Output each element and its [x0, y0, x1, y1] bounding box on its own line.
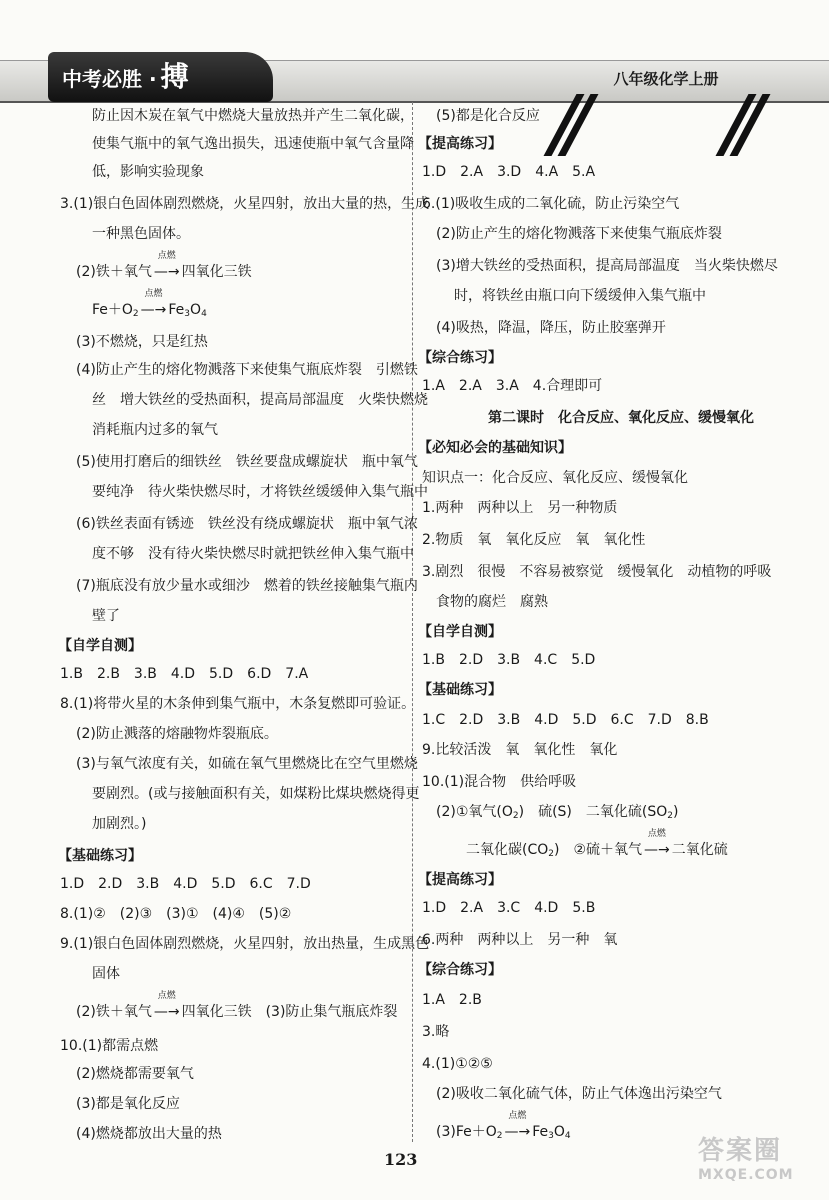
- text-line: 使集气瓶中的氧气逸出损失，迅速使瓶中氧气含量降: [92, 136, 414, 152]
- text-line: 3.略: [422, 1024, 450, 1040]
- reaction-arrow: 点燃 —→: [153, 991, 180, 1020]
- reaction-arrow: 点燃 —→: [644, 829, 670, 858]
- text-line: 10.(1)混合物 供给呼吸: [422, 774, 577, 790]
- text-line: (4)防止产生的熔化物溅落下来使集气瓶底炸裂 引燃铁: [76, 362, 418, 378]
- text-line: (7)瓶底没有放少量水或细沙 燃着的铁丝接触集气瓶内: [76, 578, 418, 594]
- text-line: 时，将铁丝由瓶口向下缓缓伸入集气瓶中: [454, 288, 706, 304]
- column-divider: [412, 102, 414, 1142]
- answer-line: 1.D 2.A 3.D 4.A 5.A: [422, 164, 596, 180]
- text-line: (2)防止溅落的熔融物炸裂瓶底。: [76, 726, 278, 742]
- answer-line: 1.A 2.B: [422, 992, 482, 1008]
- text-line: (3)不燃烧，只是红热: [76, 334, 208, 350]
- section-heading: 【综合练习】: [418, 350, 502, 366]
- text-line: (5)使用打磨后的细铁丝 铁丝要盘成螺旋状 瓶中氧气: [76, 454, 418, 470]
- section-heading: 【基础练习】: [58, 848, 142, 864]
- text-line: 4.(1)①②⑤: [422, 1056, 493, 1072]
- watermark: 答案圈 MXQE.COM: [698, 1136, 794, 1183]
- page-number: 123: [384, 1150, 418, 1169]
- text-line: 3.剧烈 很慢 不容易被察觉 缓慢氧化 动植物的呼吸: [422, 564, 772, 580]
- answer-line: 1.B 2.B 3.B 4.D 5.D 6.D 7.A: [60, 666, 309, 682]
- section-heading: 【综合练习】: [418, 962, 502, 978]
- reaction-arrow: 点燃 —→: [504, 1111, 531, 1140]
- text-line: (3)都是氧化反应: [76, 1096, 180, 1112]
- text-line: (4)吸热，降温，降压，防止胶塞弹开: [436, 320, 666, 336]
- grade-label: 八年级化学上册: [613, 70, 719, 88]
- text-line: 要纯净 待火柴快燃尽时，才将铁丝缓缓伸入集气瓶中: [92, 484, 428, 500]
- equation-line: $Fe+O_2$ 点燃 —→ $Fe_3O_4$: [92, 289, 207, 319]
- section-heading: 【提高练习】: [418, 872, 502, 888]
- answer-line: 1.B 2.D 3.B 4.C 5.D: [422, 652, 596, 668]
- answer-line: 8.(1)② (2)③ (3)① (4)④ (5)②: [60, 906, 292, 922]
- text-line: 要剧烈。(或与接触面积有关，如煤粉比煤块燃烧得更: [92, 786, 420, 802]
- text-line: 防止因木炭在氧气中燃烧大量放热并产生二氧化碳，: [92, 108, 414, 124]
- text-line: 3.(1)银白色固体剧烈燃烧，火星四射，放出大量的热，生成: [60, 196, 430, 212]
- text-line: 1.两种 两种以上 另一种物质: [422, 500, 618, 516]
- text-line: (3)与氧气浓度有关，如硫在氧气里燃烧比在空气里燃烧: [76, 756, 418, 772]
- text-line: (4)燃烧都放出大量的热: [76, 1126, 222, 1142]
- answer-line: 1.D 2.D 3.B 4.D 5.D 6.C 7.D: [60, 876, 311, 892]
- text-line: (2)吸收二氧化硫气体，防止气体逸出污染空气: [436, 1086, 722, 1102]
- text-line: 9.(1)银白色固体剧烈燃烧，火星四射，放出热量，生成黑色: [60, 936, 430, 952]
- text-line: (2)防止产生的熔化物溅落下来使集气瓶底炸裂: [436, 226, 722, 242]
- text-line: 壁了: [92, 608, 120, 624]
- text-line: 消耗瓶内过多的氧气: [92, 422, 218, 438]
- text-line: (6)铁丝表面有锈迹 铁丝没有绕成螺旋状 瓶中氧气浓: [76, 516, 418, 532]
- text-line: 食物的腐烂 腐熟: [436, 594, 548, 610]
- text-line: 2.物质 氧 氧化反应 氧 氧化性: [422, 532, 646, 548]
- text-line: 6.(1)吸收生成的二氧化硫，防止污染空气: [422, 196, 680, 212]
- equation-line: (2)①氧气$(O_2)$ 硫(S) 二氧化硫$(SO_2)$: [436, 804, 679, 821]
- equation-line: (2)铁＋氧气 点燃 —→ 四氧化三铁: [76, 251, 252, 280]
- text-line: 6.两种 两种以上 另一种 氧: [422, 932, 618, 948]
- text-line: (2)燃烧都需要氧气: [76, 1066, 194, 1082]
- section-heading: 【自学自测】: [418, 624, 502, 640]
- answer-line: 1.D 2.A 3.C 4.D 5.B: [422, 900, 596, 916]
- brand-logo: 中考必胜 · 搏: [48, 52, 273, 102]
- equation-line: (2)铁＋氧气 点燃 —→ 四氧化三铁 (3)防止集气瓶底炸裂: [76, 991, 398, 1020]
- section-heading: 【提高练习】: [418, 136, 502, 152]
- text-line: 8.(1)将带火星的木条伸到集气瓶中，木条复燃即可验证。: [60, 696, 416, 712]
- text-line: (5)都是化合反应: [436, 108, 540, 124]
- text-line: 低，影响实验现象: [92, 164, 204, 180]
- section-heading: 【自学自测】: [58, 638, 142, 654]
- section-heading: 【必知必会的基础知识】: [418, 440, 572, 456]
- lesson-title: 第二课时 化合反应、氧化反应、缓慢氧化: [488, 410, 754, 426]
- equation-line: $(3)Fe+O_2$ 点燃 —→ $Fe_3O_4$: [436, 1111, 571, 1141]
- text-line: 丝 增大铁丝的受热面积，提高局部温度 火柴快燃烧: [92, 392, 428, 408]
- reaction-arrow: 点燃 —→: [153, 251, 180, 280]
- text-line: 固体: [92, 966, 120, 982]
- answer-line: 1.C 2.D 3.B 4.D 5.D 6.C 7.D 8.B: [422, 712, 709, 728]
- text-line: 知识点一：化合反应、氧化反应、缓慢氧化: [422, 470, 688, 486]
- text-line: 度不够 没有待火柴快燃尽时就把铁丝伸入集气瓶中: [92, 546, 414, 562]
- text-line: 加剧烈。): [92, 816, 147, 832]
- answer-line: 1.A 2.A 3.A 4.合理即可: [422, 378, 603, 394]
- text-line: 10.(1)都需点燃: [60, 1038, 159, 1054]
- reaction-arrow: 点燃 —→: [140, 289, 167, 318]
- text-line: (3)增大铁丝的受热面积，提高局部温度 当火柴快燃尽: [436, 258, 778, 274]
- text-line: 9.比较活泼 氧 氧化性 氧化: [422, 742, 618, 758]
- section-heading: 【基础练习】: [418, 682, 502, 698]
- text-line: 一种黑色固体。: [92, 226, 190, 242]
- equation-line: 二氧化碳$(CO_2)$ ②硫＋氧气 点燃 —→ 二氧化硫: [466, 829, 728, 859]
